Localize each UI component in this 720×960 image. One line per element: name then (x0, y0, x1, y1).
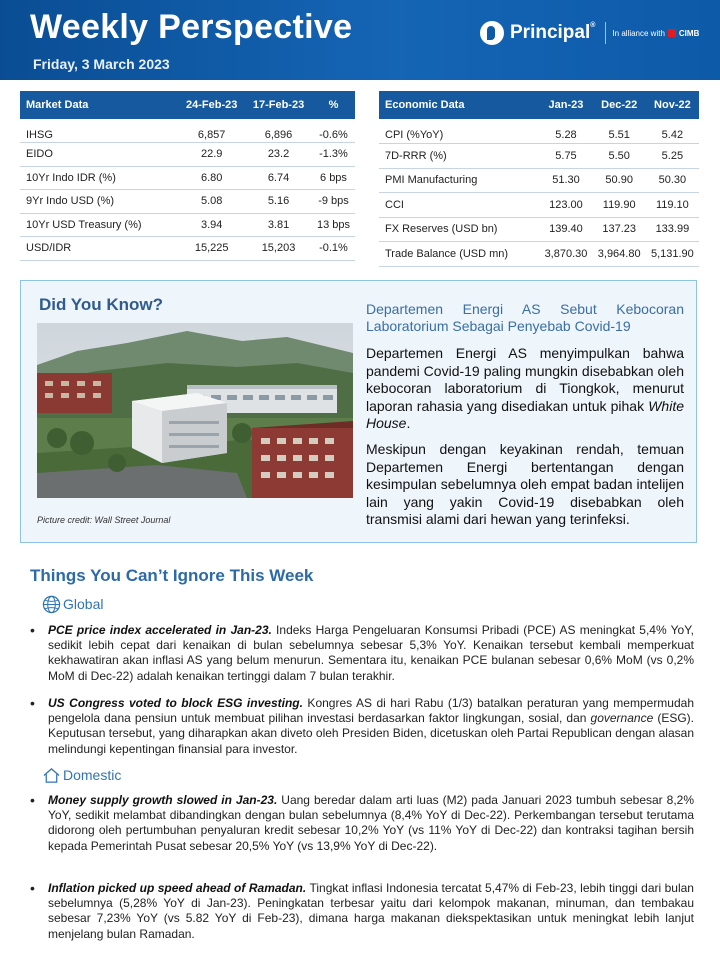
table-row (20, 237, 355, 261)
headline-line: Laboratorium Sebagai Penyebab Covid-19 (366, 318, 631, 334)
table-cell: 50.30 (658, 174, 687, 187)
column-header: 17-Feb-23 (252, 99, 305, 111)
item-heading: US Congress voted to block ESG investing. (48, 696, 303, 710)
did-you-know-title: Did You Know? (39, 295, 164, 314)
table-cell: 123.00 (549, 198, 583, 211)
table-cell: 137.23 (602, 223, 636, 236)
subsection-label: Global (63, 596, 104, 612)
table-row (379, 217, 699, 242)
table-row (20, 213, 355, 237)
table-cell: 5.51 (608, 129, 630, 141)
table-cell: 3.81 (267, 218, 290, 231)
table-row (379, 119, 699, 144)
table-cell: 5.42 (661, 129, 684, 141)
bullet-icon: • (30, 695, 35, 711)
table-cell: 3,964.80 (597, 247, 641, 260)
table-cell: 23.2 (267, 148, 290, 161)
table-row (379, 242, 699, 267)
table-row (20, 166, 355, 190)
subsection-label: Domestic (63, 767, 122, 783)
column-header: 24-Feb-23 (185, 99, 238, 111)
table-cell: 51.30 (552, 174, 580, 187)
row-label: PMI Manufacturing (385, 174, 478, 187)
laboratory-photo (37, 323, 353, 498)
bullet-icon: • (30, 880, 35, 896)
publish-date: Friday, 3 March 2023 (33, 56, 170, 72)
alliance-text: In alliance with CIMB (612, 28, 700, 38)
column-header: Jan-23 (548, 99, 584, 111)
subsection-global (42, 594, 103, 614)
list-item: • US Congress voted to block ESG investing. Kongres AS di hari Rabu (1/3) batalkan peraturan yang mempermudah pengelola dana pensiun untuk membuat pilihan investasi berdasarkan faktor lingkungan, sosial, dan governance (ESG). Keputusan tersebut, yang diharapkan akan diveto oleh Presiden Biden, dicetuskan oleh Partai Republican dengan alasan melindungi kepentingan finansial para investor. (30, 695, 694, 756)
table-cell: -0.6% (319, 128, 348, 141)
did-you-know-box (20, 280, 697, 543)
brand-name: Principal® (510, 22, 596, 43)
table-cell: 119.90 (602, 198, 636, 211)
row-label: CCI (385, 198, 404, 211)
table-cell: -9 bps (318, 195, 349, 208)
picture-credit: Picture credit: Wall Street Journal (37, 515, 171, 525)
table-header-row (20, 91, 355, 119)
list-item: • Inflation picked up speed ahead of Ramadan. Tingkat inflasi Indonesia tercatat 5,47% di Feb-23, lebih tinggi dari bulan sebelumnya (5,28% YoY di Jan-23). Peningkatan terbesar yaitu dari kelompok makanan, minuman, dan tembakau sebesar 7,23% YoY (vs 5.82 YoY di Feb-23), dimana harga makanan diekspektasikan untuk meningkat lebih lanjut menjelang bulan Ramadan. (30, 880, 694, 941)
brand-logo-group (480, 17, 699, 49)
table-cell: 5.28 (555, 129, 577, 141)
table-cell: 13 bps (316, 218, 350, 231)
page-title: Weekly Perspective (30, 8, 353, 46)
article-paragraph: Departemen Energi AS menyimpulkan bahwa pandemi Covid-19 paling mungkin disebabkan oleh kebocoran laboratorium di Tiongkok, menurut laporan rahasia yang disediakan untuk pihak White House. (366, 345, 684, 431)
table-cell: 5.50 (608, 149, 630, 162)
table-cell: 133.99 (655, 223, 690, 236)
table-row (379, 144, 699, 169)
emphasis-text: governance (590, 711, 654, 726)
row-label: EIDO (26, 148, 53, 161)
column-header: Market Data (26, 99, 89, 111)
table-cell: 5.25 (661, 149, 684, 162)
table-cell: 139.40 (549, 223, 583, 236)
table-cell: 15,225 (194, 242, 229, 255)
row-label: IHSG (26, 128, 53, 141)
table-row (20, 143, 355, 167)
table-cell: 3.94 (200, 218, 223, 231)
table-header-row (379, 91, 699, 119)
header-banner (0, 0, 720, 80)
item-heading: Inflation picked up speed ahead of Ramadan. (48, 881, 307, 895)
article-headline (366, 301, 684, 335)
table-cell: 6 bps (320, 171, 347, 184)
column-header: Dec-22 (601, 99, 638, 111)
table-cell: 5.08 (200, 195, 223, 208)
table-cell: 5,131.90 (650, 247, 694, 260)
table-cell: 6,896 (264, 128, 293, 141)
table-cell: 5.75 (555, 149, 577, 162)
row-label: FX Reserves (USD bn) (385, 223, 498, 236)
table-row (379, 168, 699, 193)
row-label: Trade Balance (USD mn) (385, 247, 509, 260)
bullet-icon: • (30, 792, 35, 808)
principal-logo-icon (480, 21, 504, 45)
market-data-table (20, 91, 355, 261)
subsection-domestic (42, 765, 121, 785)
economic-data-table (379, 91, 699, 267)
table-cell: -1.3% (319, 148, 348, 161)
column-header: Economic Data (385, 99, 465, 111)
laboratory-photo-illustration (37, 323, 353, 498)
house-icon (42, 766, 61, 785)
table-cell: 119.10 (655, 198, 689, 211)
table-cell: 6,857 (197, 128, 226, 141)
row-label: 7D-RRR (%) (385, 149, 447, 162)
section-title: Things You Can’t Ignore This Week (30, 566, 314, 585)
row-label: 10Yr Indo IDR (%) (26, 171, 116, 184)
article-paragraph: Meskipun dengan keyakinan rendah, temuan Departemen Energi bertentangan dengan kesimpulan sebelumnya oleh empat badan intelijen lain yang yakin Covid-19 disebabkan oleh transmisi alami dari hewan yang terinfeksi. (366, 441, 684, 527)
table-row (379, 193, 699, 218)
brand-divider (605, 22, 606, 44)
item-heading: PCE price index accelerated in Jan-23. (48, 623, 272, 637)
column-header: % (328, 99, 339, 111)
table-cell: 3,870.30 (544, 247, 588, 260)
table-cell: 6.80 (200, 171, 223, 184)
list-item: • PCE price index accelerated in Jan-23. Indeks Harga Pengeluaran Konsumsi Pribadi (PCE) AS meningkat 5,4% YoY, sedikit lebih cepat dari kenaikan di bulan sebelumnya sebesar 5,3% YoY. Kenaikan tersebut kembali memperkuat kekhawatiran akan inflasi AS yang belum menurun. Sementara itu, kenaikan PCE bulanan sebesar 0,6% MoM (vs 0,2% MoM di Dec-22) adalah kenaikan tertinggi dalam 7 bulan terakhir. (30, 622, 695, 683)
registered-mark: ® (590, 22, 596, 29)
item-heading: Money supply growth slowed in Jan-23. (48, 793, 278, 807)
column-header: Nov-22 (654, 99, 691, 111)
table-cell: 5.16 (267, 195, 290, 208)
table-cell: 22.9 (200, 148, 223, 161)
table-cell: 15,203 (261, 242, 296, 255)
globe-icon (42, 595, 61, 614)
row-label: 9Yr Indo USD (%) (26, 195, 115, 208)
cimb-logo-icon (668, 29, 676, 37)
row-label: CPI (%YoY) (385, 129, 444, 141)
row-label: USD/IDR (26, 242, 72, 255)
emphasis-text: White House (366, 397, 684, 431)
table-cell: 50.90 (605, 174, 633, 187)
list-item: • Money supply growth slowed in Jan-23. Uang beredar dalam arti luas (M2) pada Januari 2023 tumbuh sebesar 8,2% YoY, sedikit melambat dibandingkan dengan bulan sebelumnya (8,4% YoY di Dec-22). Perkembangan tersebut terutama didorong oleh pertumbuhan penyaluran kredit sebesar 10,2% YoY (vs 11% YoY di Dec-22) dan kontraksi tagihan bersih kepada Pemerintah Pusat sebesar 20,5% YoY (vs 13,9% YoY di Dec-22). (30, 792, 695, 853)
bullet-icon: • (30, 622, 35, 638)
table-cell: -0.1% (319, 242, 348, 255)
row-label: 10Yr USD Treasury (%) (26, 218, 142, 231)
headline-line: Departemen Energi AS Sebut Kebocoran (366, 301, 684, 317)
alliance-partner: CIMB (678, 28, 700, 38)
table-row (20, 190, 355, 214)
table-cell: 6.74 (267, 171, 290, 184)
table-row (20, 119, 355, 143)
